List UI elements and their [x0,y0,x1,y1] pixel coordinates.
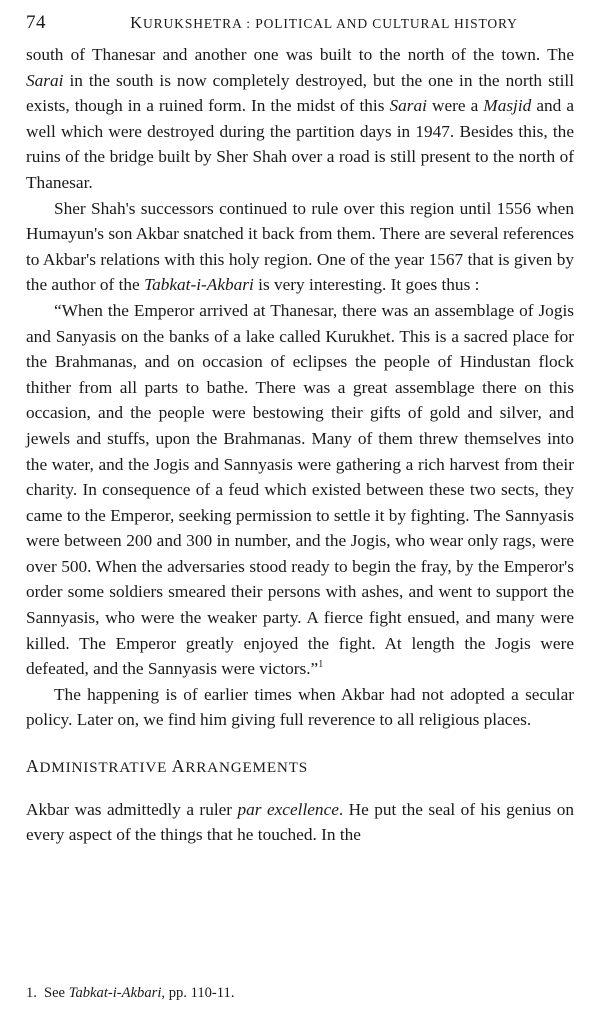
text-run: is very interesting. It goes thus : [253,275,480,295]
paragraph [26,298,574,682]
italic-run: par excellence [237,799,339,819]
section-heading-initial-b: A [171,756,186,777]
paragraph-block-after-heading [26,797,574,848]
text-run: south of Thanesar and another one was built to the north of the town. The [26,45,574,64]
running-head [84,13,574,33]
footnote-title: Tabkat-i-Akbari [68,985,162,1001]
italic-run: Tabkat-i-Akbari [144,275,254,295]
text-run: “When the Emperor arrived at Thanesar, there was an assemblage of Jogis and Sanyasis on the banks of a lake called Kurukhet. This is a sacred place for the Brahmanas, and on occasion of eclipses the people of Hindustan flock thither from all parts to bathe. There was a great assemblage there on this occasion, and the people were bestowing their gifts of gold and silver, and jewels and stuffs, upon the Brahmanas. Many of them threw themselves into the water, and the Jogis and Sannyasis were gathering a rich harvest from their charity. In consequence of a feud which existed between these two sects, they came to the Emperor, seeking permission to settle it by fighting. The Sannyasis were between 200 and 300 in number, and the Jogis, who wear only rags, were over 500. When the adversaries stood ready to begin the fray, by the Emperor's order some soldiers smeared their persons with ashes, and went to support the Sannyasis, who were the weaker party. A fierce fight ensued, and many were killed. The Emperor greatly enjoyed the fight. At length the Jogis were defeated, and the Sannyasis were victors.” [26,300,574,679]
italic-run: Sarai [26,70,64,90]
body-text [26,42,574,848]
text-run: The happening is of earlier times when Akbar had not adopted a secular policy. Later on, we find him giving full reverence to all religious places. [26,684,574,730]
text-run: Sher Shah's successors continued to rule over this region until 1556 when Humayun's son Akbar snatched it back from them. There are several references to Akbar's relations with this holy region. One of the year 1567 that is given by the author of the [26,198,574,295]
footnote-prefix: See [43,985,69,1001]
paragraph [26,42,574,196]
section-heading-initial-a: A [26,756,40,777]
text-run: were a [426,96,484,116]
footnote-area [26,984,574,1003]
text-run: Akbar was admittedly a ruler [26,799,238,819]
page-header [26,12,574,36]
section-heading-rest-2: RRANGEMENTS [185,759,309,777]
italic-run: Masjid [483,96,532,116]
running-head-text: URUKSHETRA : POLITICAL AND CULTURAL HISTORY [142,16,518,31]
text-run: in the south is now completely destroyed, but the one in the north still exists, though in a ruined form. In the midst of this [26,70,574,116]
paragraph-block [26,42,574,733]
page-number: 74 [26,12,46,33]
footnote-number: 1. [26,985,37,1001]
paragraph [26,797,574,848]
italic-run: Sarai [389,96,427,116]
footnote [26,984,574,1003]
running-head-initial: K [130,13,143,32]
footnote-suffix: , pp. 110-11. [161,985,235,1001]
text-run: . He put the seal of his genius on every aspect of the things that he touched. In the [26,799,574,845]
section-heading-rest-1: DMINISTRATIVE [39,759,172,777]
section-heading [26,754,574,781]
paragraph [26,196,574,298]
text-run: and a well which were destroyed during the partition days in 1947. Besides this, the ruins of the bridge built by Sher Shah over a road is still present to the north of Thanesar. [26,96,574,192]
footnote-marker: 1 [318,659,324,671]
paragraph [26,682,574,733]
